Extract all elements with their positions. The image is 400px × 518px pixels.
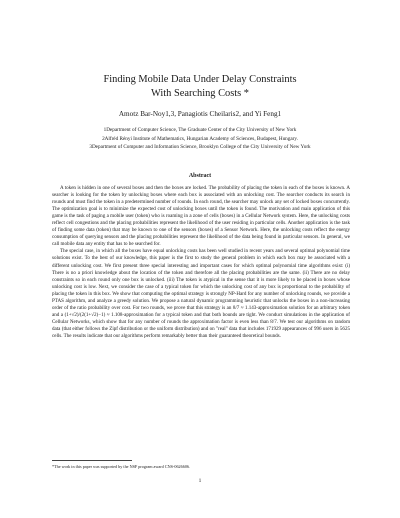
title-line-2: With Searching Costs * (151, 87, 249, 99)
affiliation-2: 2Alfréd Rényi Institute of Mathematics, Hungarian Academy of Sciences, Budapest, Hungary. (102, 135, 298, 142)
affiliation-1: 1Department of Computer Science, The Graduate Center of the City University of New York (103, 127, 297, 133)
abstract-body (52, 185, 350, 340)
author-list: Amotz Bar-Noy1,3, Panagiotis Cheilaris2, and Yi Feng1 (118, 110, 282, 118)
abstract-paragraph-2: The special case, in which all the boxes have equal unlocking costs has been well studied in recent years and several optimal polynomial time solutions exist. To the best of our knowledge, this paper is the first to study the general problem in which each box may be associated with a different unlocking cost. We first present three special interesting and important cases for which optimal polynomial time algorithms exist: (i) There is no a priori knowledge about the location of the token and therefore all the placing probabilities are the same. (ii) There are no delay constraints so in each round only one box is unlocked. (iii) The token is atypical in the sense that it is more likely to be placed in boxes whose unlocking cost is low. Next, we consider the case of a typical token for which the unlocking cost of any box is proportional to the probability of placing the token in this box. We show that computing the optimal strategy is strongly NP-Hard for any number of unlocking rounds, we provide a PTAS algorithm, and analyze a greedy solution. We propose a natural dynamic programming heuristic that unlocks the boxes in a non-increasing order of the ratio probability over cost. For two rounds, we prove that this strategy is an 8/7 ≈ 1.143-approximation solution for an arbitrary token and a (1+√2)/(2(1+√2)−1) ≈ 1.108-approximation for a typical token and that both bounds are tight. We conduct simulations in the application of Cellular Networks, which show that for any number of rounds the approximation factor is even less than 8/7. We test our algorithms on random data (that either follows the Zipf distribution or the uniform distribution) and on "real" data that includes 171929 appearances of 996 users in 5625 cells. The results indicate that our algorithms perform remarkably better than their guaranteed theoretical bounds. (52, 248, 350, 339)
footnote: *The work in this paper was supported by the NSF program award CNS-0626606. (52, 464, 191, 469)
paper-title (0, 73, 400, 100)
abstract-paragraph-1: A token is hidden in one of several boxes and then the boxes are locked. The probability of placing the token in each of the boxes is known. A searcher is looking for the token by unlocking boxes where each box is associated with an unlocking cost. The searcher conducts its search in rounds and must find the token in a predetermined number of rounds. In each round, the searcher may unlock any set of locked boxes concurrently. The optimization goal is to minimize the expected cost of unlocking boxes until the token is found. The motivation and main application of this game is the task of paging a mobile user (token) who is roaming in a zone of cells (boxes) in a Cellular Network system. Here, the unlocking costs reflect cell congestions and the placing probabilities represent the likelihood of the user residing in particular cells. Another application is the task of finding some data (token) that may be known to one of the sensors (boxes) of a Sensor Network. Here, the unlocking costs reflect the energy consumption of querying sensors and the placing probabilities represent the likelihood of the data being found in particular sensors. In general, we call mobile data any entity that has to be searched for. (52, 185, 350, 248)
page-number: 1 (198, 478, 202, 484)
affiliations (30, 126, 370, 152)
abstract-heading: Abstract (188, 173, 212, 179)
affiliation-3: 3Department of Computer and Information Science, Brooklyn College of the City University of New York (89, 144, 311, 151)
footnote-rule (52, 460, 132, 461)
title-line-1: Finding Mobile Data Under Delay Constraints (103, 74, 297, 85)
